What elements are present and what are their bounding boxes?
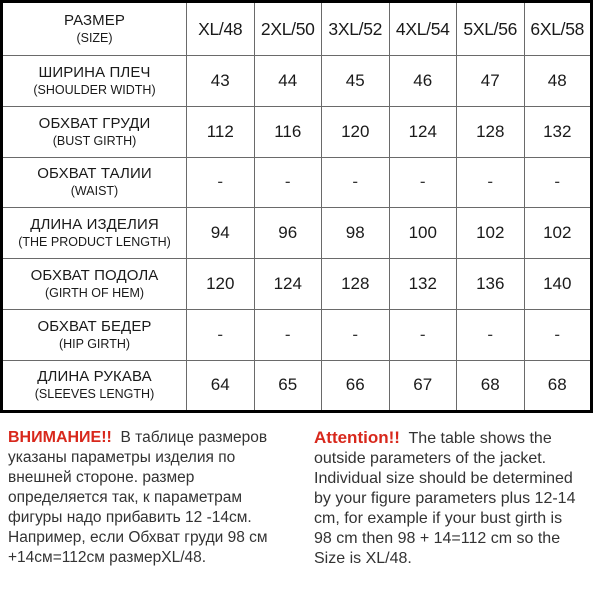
size-chart-body (2, 2, 592, 412)
row-label-cell (2, 360, 187, 411)
note-en-line: by your figure parameters plus 12-14 (314, 490, 576, 507)
value-cell: 47 (457, 56, 525, 107)
value-cell: 45 (322, 56, 390, 107)
size-header-cell: 2XL/50 (254, 2, 322, 56)
row-label-cell (2, 259, 187, 310)
row-label-ru: ДЛИНА ИЗДЕЛИЯ (30, 216, 159, 234)
warning-heading-ru: ВНИМАНИЕ!! (8, 429, 112, 446)
row-label-en: (BUST GIRTH) (52, 133, 137, 148)
row-label-en: (SLEEVES LENGTH) (34, 387, 155, 402)
warning-heading-en: Attention!! (314, 428, 400, 447)
value-cell: 96 (254, 208, 322, 259)
value-cell: - (389, 309, 457, 360)
value-cell: 68 (524, 360, 592, 411)
value-cell: - (254, 157, 322, 208)
value-cell: 64 (187, 360, 255, 411)
note-russian (8, 428, 300, 568)
value-cell: 116 (254, 106, 322, 157)
value-cell: 128 (457, 106, 525, 157)
value-cell: 46 (389, 56, 457, 107)
table-row (2, 259, 592, 310)
value-cell: - (322, 309, 390, 360)
size-header-cell: 4XL/54 (389, 2, 457, 56)
note-ru-line-text: В таблице размеров (120, 429, 268, 446)
value-cell: - (524, 309, 592, 360)
value-cell: - (187, 157, 255, 208)
note-en-line: Individual size should be determined (314, 470, 573, 487)
value-cell: 66 (322, 360, 390, 411)
value-cell: 128 (322, 259, 390, 310)
value-cell: - (254, 309, 322, 360)
value-cell: 44 (254, 56, 322, 107)
value-cell: 43 (187, 56, 255, 107)
row-label-cell (2, 208, 187, 259)
row-label-en: (THE PRODUCT LENGTH) (18, 235, 171, 250)
header-label-en: (SIZE) (76, 31, 113, 45)
value-cell: 120 (322, 106, 390, 157)
header-row (2, 2, 592, 56)
note-ru-line: определяется так, к параметрам (8, 489, 243, 506)
row-label-ru: ОБХВАТ ПОДОЛА (30, 267, 159, 285)
header-label-ru: РАЗМЕР (63, 12, 125, 29)
value-cell: 65 (254, 360, 322, 411)
header-label-cell (2, 2, 187, 56)
value-cell: 100 (389, 208, 457, 259)
row-label-cell (2, 106, 187, 157)
table-row (2, 309, 592, 360)
row-label-en: (WAIST) (70, 184, 119, 199)
value-cell: 140 (524, 259, 592, 310)
value-cell: 48 (524, 56, 592, 107)
note-en-line: cm, for example if your bust girth is (314, 510, 563, 527)
value-cell: - (457, 309, 525, 360)
note-en-line: Size is XL/48. (314, 550, 412, 567)
value-cell: 120 (187, 259, 255, 310)
note-ru-line: Например, если Обхват груди 98 см (8, 529, 268, 546)
table-row (2, 56, 592, 107)
table-row (2, 106, 592, 157)
size-header-cell: 3XL/52 (322, 2, 390, 56)
value-cell: - (457, 157, 525, 208)
note-ru-line: внешней стороне. размер (8, 469, 195, 486)
value-cell: 132 (389, 259, 457, 310)
note-en-line: outside parameters of the jacket. (314, 450, 547, 467)
row-label-cell (2, 309, 187, 360)
note-ru-line (8, 428, 300, 448)
value-cell: - (389, 157, 457, 208)
note-en-line: 98 cm then 98 + 14=112 cm so the (314, 530, 561, 547)
value-cell: 67 (389, 360, 457, 411)
note-en-line (314, 428, 596, 449)
row-label-en: (SHOULDER WIDTH) (33, 82, 156, 97)
note-ru-line: +14см=112см размерXL/48. (8, 549, 207, 566)
row-label-cell (2, 157, 187, 208)
value-cell: 94 (187, 208, 255, 259)
value-cell: - (524, 157, 592, 208)
value-cell: 98 (322, 208, 390, 259)
value-cell: 102 (524, 208, 592, 259)
note-ru-line: фигуры надо прибавить 12 -14см. (8, 509, 252, 526)
row-label-ru: ШИРИНА ПЛЕЧ (38, 63, 151, 81)
note-en-line-text: The table shows the (408, 430, 552, 447)
row-label-en: (HIP GIRTH) (58, 336, 131, 351)
value-cell: 136 (457, 259, 525, 310)
value-cell: 68 (457, 360, 525, 411)
row-label-en: (GIRTH OF HEM) (44, 286, 145, 301)
size-header-cell: 5XL/56 (457, 2, 525, 56)
size-header-cell: XL/48 (187, 2, 255, 56)
table-row (2, 360, 592, 411)
table-row (2, 157, 592, 208)
row-label-cell (2, 56, 187, 107)
value-cell: 124 (389, 106, 457, 157)
value-cell: 132 (524, 106, 592, 157)
value-cell: 112 (187, 106, 255, 157)
row-label-ru: ОБХВАТ БЕДЕР (37, 317, 152, 335)
note-english (314, 428, 596, 569)
table-row (2, 208, 592, 259)
note-ru-line: указаны параметры изделия по (8, 449, 236, 466)
value-cell: 102 (457, 208, 525, 259)
size-header-cell: 6XL/58 (524, 2, 592, 56)
value-cell: 124 (254, 259, 322, 310)
value-cell: - (187, 309, 255, 360)
row-label-ru: ОБХВАТ ТАЛИИ (37, 165, 152, 183)
row-label-ru: ОБХВАТ ГРУДИ (38, 114, 151, 132)
row-label-ru: ДЛИНА РУКАВА (37, 368, 152, 386)
value-cell: - (322, 157, 390, 208)
